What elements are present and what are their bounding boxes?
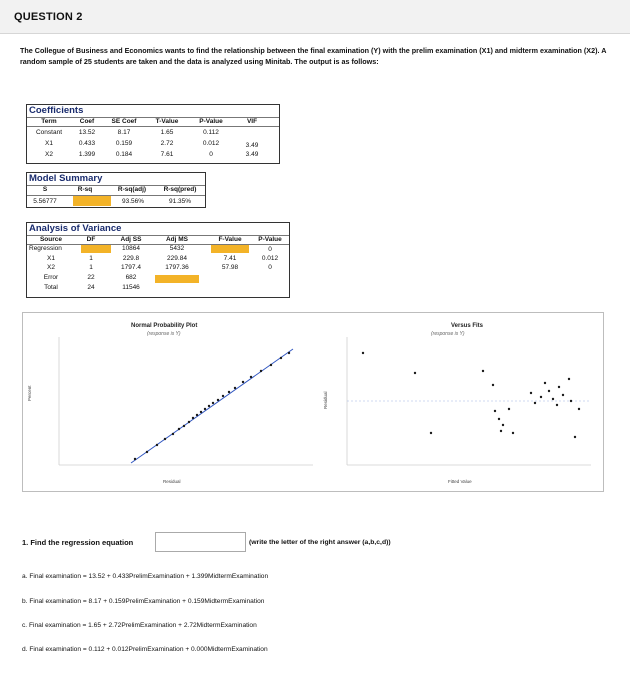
ms-value-s: 5.56777: [33, 198, 57, 205]
normal-plot-point: [200, 411, 202, 413]
coef-header-t: T-Value: [155, 118, 179, 125]
coefficients-table: [26, 104, 280, 164]
normal-plot-point: [234, 387, 236, 389]
anova-row-error-df: 22: [87, 274, 95, 281]
coef-header-p: P-Value: [199, 118, 223, 125]
anova-header-source: Source: [39, 236, 63, 243]
fits-plot-xlabel: Fitted Value: [448, 479, 472, 484]
anova-row-regression-source: Regression: [29, 245, 62, 252]
ms-value-rsq-pred: 91.35%: [168, 198, 192, 205]
coef-row-x1-p: 0.012: [202, 140, 220, 147]
coef-row-x1-vif: 3.49: [245, 142, 259, 149]
anova-header-adj-ms: Adj MS: [165, 236, 189, 243]
anova-row-x1-p: 0.012: [261, 255, 279, 262]
anova-row-regression-ms: 5432: [169, 245, 185, 252]
fits-plot-point: [362, 352, 364, 354]
coef-header-se: SE Coef: [111, 118, 137, 125]
coef-row-x1-se: 0.159: [115, 140, 133, 147]
question-intro: The Collegue of Business and Economics wants to find the relationship between the final examination (Y) with the prelim examination (X1) and midterm examination (X2). A random sample of 25 students are taken and the data is analyzed using Minitab. The output is as follows:: [20, 46, 607, 66]
anova-row-x1-df: 1: [89, 255, 93, 262]
anova-row-x1-source: X1: [47, 255, 55, 262]
normal-plot-point: [134, 458, 136, 460]
coef-row-constant-se: 8.17: [117, 129, 131, 136]
coef-row-x2-se: 0.184: [115, 151, 133, 158]
normal-plot-point: [188, 421, 190, 423]
regression-df-highlight: [81, 245, 111, 253]
fits-plot-point: [548, 390, 550, 392]
normal-plot-point: [250, 376, 252, 378]
coef-row-constant-t: 1.65: [160, 129, 174, 136]
normal-plot-point: [204, 408, 206, 410]
fits-plot-point: [544, 382, 546, 384]
ms-header-s: S: [42, 186, 48, 193]
normal-plot-point: [156, 444, 158, 446]
anova-row-x2-df: 1: [89, 264, 93, 271]
coefficients-title: Coefficients: [29, 105, 84, 116]
ms-header-rsq-pred: R-sq(pred): [163, 186, 197, 193]
anova-header-p: P-Value: [258, 236, 282, 243]
anova-row-x2-ms: 1797.36: [165, 264, 189, 271]
answer-hint: (write the letter of the right answer (a,b,c,d)): [249, 539, 391, 546]
coef-row-constant-p: 0.112: [203, 129, 219, 136]
question-title: QUESTION 2: [14, 11, 83, 23]
ms-header-rsq-adj: R-sq(adj): [117, 186, 147, 193]
normal-plot-point: [164, 438, 166, 440]
normal-plot-point: [208, 405, 210, 407]
coef-row-x2-p: 0: [209, 151, 213, 158]
fits-plot-point: [540, 396, 542, 398]
regression-f-highlight: [211, 245, 249, 253]
option-c: c. Final examination = 1.65 + 2.72PrelimExamination + 2.72MidtermExamination: [22, 622, 257, 629]
anova-row-error-ss: 682: [125, 274, 137, 281]
normal-plot-point: [183, 425, 185, 427]
fits-plot-point: [492, 384, 494, 386]
fits-plot-ylabel: Residual: [323, 391, 328, 409]
fits-plot-point: [570, 400, 572, 402]
fits-plot-point: [534, 402, 536, 404]
coef-row-x2-coef: 1.399: [78, 151, 96, 158]
fits-plot-point: [482, 370, 484, 372]
anova-row-x1-ss: 229.8: [122, 255, 140, 262]
coef-row-x2-term: X2: [45, 151, 53, 158]
anova-title: Analysis of Variance: [29, 223, 122, 234]
normal-plot-point: [228, 391, 230, 393]
normal-plot-xlabel: Residual: [163, 479, 181, 484]
fits-plot-point: [558, 386, 560, 388]
normal-plot-point: [146, 451, 148, 453]
fits-plot-subtitle: (response is Y): [431, 331, 465, 337]
fits-plot-point: [568, 378, 570, 380]
coef-row-x2-t: 7.61: [160, 151, 174, 158]
normal-plot-title: Normal Probability Plot: [131, 323, 198, 329]
anova-row-total-source: Total: [44, 284, 58, 291]
anova-header-adj-ss: Adj SS: [120, 236, 142, 243]
fits-plot-point: [552, 398, 554, 400]
ms-value-rsq-adj: 93.56%: [121, 198, 145, 205]
fits-plot-point: [562, 394, 564, 396]
anova-header-f: F-Value: [218, 236, 242, 243]
normal-plot-point: [260, 370, 262, 372]
coef-row-x1-coef: 0.433: [78, 140, 96, 147]
normal-plot-point: [172, 433, 174, 435]
fits-plot-points: [362, 352, 580, 438]
anova-row-error-source: Error: [43, 274, 59, 281]
model-summary-table: [26, 172, 206, 208]
coef-row-x1-t: 2.72: [160, 140, 174, 147]
fits-plot-point: [430, 432, 432, 434]
residual-plots-svg: [23, 313, 605, 493]
anova-row-x2-ss: 1797.4: [121, 264, 141, 271]
fits-plot-point: [512, 432, 514, 434]
anova-header-df: DF: [86, 236, 96, 243]
coef-row-x1-term: X1: [45, 140, 53, 147]
fits-plot-point: [578, 408, 580, 410]
option-a: a. Final examination = 13.52 + 0.433PrelimExamination + 1.399MidtermExamination: [22, 573, 269, 580]
fits-plot-point: [498, 418, 500, 420]
normal-plot-point: [196, 414, 198, 416]
fits-plot-point: [556, 404, 558, 406]
residual-plots-panel: [22, 312, 604, 492]
fits-plot-point: [508, 408, 510, 410]
option-d: d. Final examination = 0.112 + 0.012PrelimExamination + 0.000MidtermExamination: [22, 646, 268, 653]
coef-header-coef: Coef: [79, 118, 95, 125]
question-header: [0, 0, 630, 34]
error-ms-highlight: [155, 275, 199, 283]
normal-plot-point: [270, 364, 272, 366]
anova-row-total-ss: 11546: [122, 284, 140, 291]
anova-row-x2-source: X2: [47, 264, 55, 271]
option-b: b. Final examination = 8.17 + 0.159PrelimExamination + 0.159MidtermExamination: [22, 598, 265, 605]
normal-plot-subtitle: (response is Y): [147, 331, 181, 337]
anova-row-regression-ss: 10864: [121, 245, 141, 252]
coef-row-x2-vif: 3.49: [245, 151, 259, 158]
fits-plot-point: [500, 430, 502, 432]
fits-plot-point: [502, 424, 504, 426]
answer-input[interactable]: [155, 532, 246, 552]
fits-plot-point: [574, 436, 576, 438]
anova-row-x1-ms: 229.84: [167, 255, 187, 262]
anova-row-total-df: 24: [87, 284, 95, 291]
fits-plot-point: [494, 410, 496, 412]
normal-plot-point: [222, 395, 224, 397]
fits-plot-point: [530, 392, 532, 394]
fits-plot-title: Versus Fits: [451, 323, 484, 329]
anova-row-x2-f: 57.98: [221, 264, 239, 271]
normal-plot-fit-line: [131, 349, 293, 463]
normal-plot-point: [192, 417, 194, 419]
normal-plot-point: [178, 428, 180, 430]
normal-plot-point: [288, 352, 290, 354]
anova-row-regression-p: 0: [268, 246, 272, 253]
normal-plot-ylabel: Percent: [27, 385, 32, 401]
rsq-highlight: [73, 196, 111, 206]
ms-header-rsq: R-sq: [77, 186, 93, 193]
normal-plot-point: [242, 381, 244, 383]
normal-plot-point: [280, 357, 282, 359]
normal-plot-point: [217, 399, 219, 401]
anova-row-x2-p: 0: [268, 264, 272, 271]
fits-plot-point: [414, 372, 416, 374]
coef-header-vif: VIF: [246, 118, 258, 125]
coef-row-constant-coef: 13.52: [78, 129, 96, 136]
coef-header-term: Term: [41, 118, 57, 125]
coef-row-constant-term: Constant: [35, 129, 63, 136]
question-prompt: 1. Find the regression equation: [22, 538, 134, 547]
anova-table: [26, 222, 290, 298]
model-summary-title: Model Summary: [29, 173, 103, 184]
normal-plot-point: [212, 402, 214, 404]
anova-row-x1-f: 7.41: [223, 255, 237, 262]
